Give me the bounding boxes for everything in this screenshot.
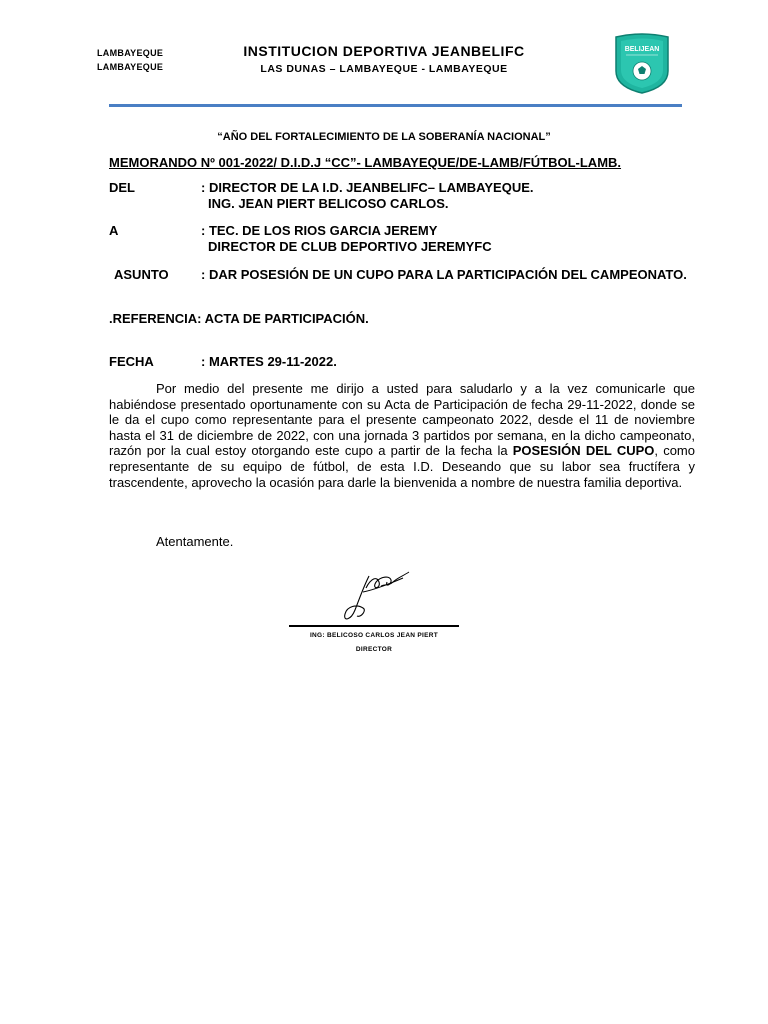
fecha-label: FECHA bbox=[109, 354, 154, 369]
handwritten-signature bbox=[333, 568, 413, 626]
a-label: A bbox=[109, 223, 119, 238]
memo-title: MEMORANDO Nº 001-2022/ D.I.D.J “CC”- LAMBAYEQUE/DE-LAMB/FÚTBOL-LAMB. bbox=[109, 155, 622, 170]
signatory-name: ING: BELICOSO CARLOS JEAN PIERT bbox=[309, 632, 439, 639]
institution-title: INSTITUCION DEPORTIVA JEANBELIFC bbox=[243, 43, 525, 59]
header-divider bbox=[109, 104, 682, 107]
signatory-role: DIRECTOR bbox=[355, 646, 393, 653]
header-left-line1: LAMBAYEQUE bbox=[97, 48, 164, 58]
logo-text: BELIJEAN bbox=[624, 46, 660, 53]
institution-subtitle: LAS DUNAS – LAMBAYEQUE - LAMBAYEQUE bbox=[260, 63, 508, 75]
del-label: DEL bbox=[109, 180, 135, 195]
fecha-value: : MARTES 29-11-2022. bbox=[201, 354, 337, 369]
a-value-1: : TEC. DE LOS RIOS GARCIA JEREMY bbox=[201, 223, 438, 238]
a-value-2: DIRECTOR DE CLUB DEPORTIVO JEREMYFC bbox=[208, 239, 492, 254]
club-logo bbox=[612, 31, 672, 95]
asunto-value: : DAR POSESIÓN DE UN CUPO PARA LA PARTICIPACIÓN DEL CAMPEONATO. bbox=[201, 267, 687, 282]
closing: Atentamente. bbox=[156, 534, 234, 549]
del-value-2: ING. JEAN PIERT BELICOSO CARLOS. bbox=[208, 196, 449, 211]
year-motto: “AÑO DEL FORTALECIMIENTO DE LA SOBERANÍA NACIONAL” bbox=[217, 131, 551, 143]
asunto-label: ASUNTO bbox=[114, 267, 169, 282]
signature-line bbox=[289, 625, 459, 627]
del-value-1: : DIRECTOR DE LA I.D. JEANBELIFC– LAMBAYEQUE. bbox=[201, 180, 534, 195]
header-left-line2: LAMBAYEQUE bbox=[97, 62, 164, 72]
body-part-1: Por medio del presente me dirijo a usted para saludarlo y a la vez comunicarle que habiéndose presentado oportunamente con su Acta de Participación de fecha 29-11-2022, donde se le da el cupo como representante para el presente campeonato 2022, desde el 11 de noviembre hasta el 31 de diciembre de 2022, con una jornada 3 partidos por semana, en la dicho campeonato, razón por la cual estoy otorgando este cupo a partir de la fecha la bbox=[109, 381, 695, 459]
referencia: .REFERENCIA: ACTA DE PARTICIPACIÓN. bbox=[109, 311, 369, 326]
body-part-2: , como representante de su equipo de fútbol, de esta I.D. Deseando que su labor sea fructífera y trascendente, aprovecho la ocasión para darle la bienvenida a nombre de nuestra familia deportiva. bbox=[109, 443, 695, 490]
memo-body bbox=[109, 381, 695, 490]
body-bold: POSESIÓN DEL CUPO bbox=[512, 443, 655, 459]
